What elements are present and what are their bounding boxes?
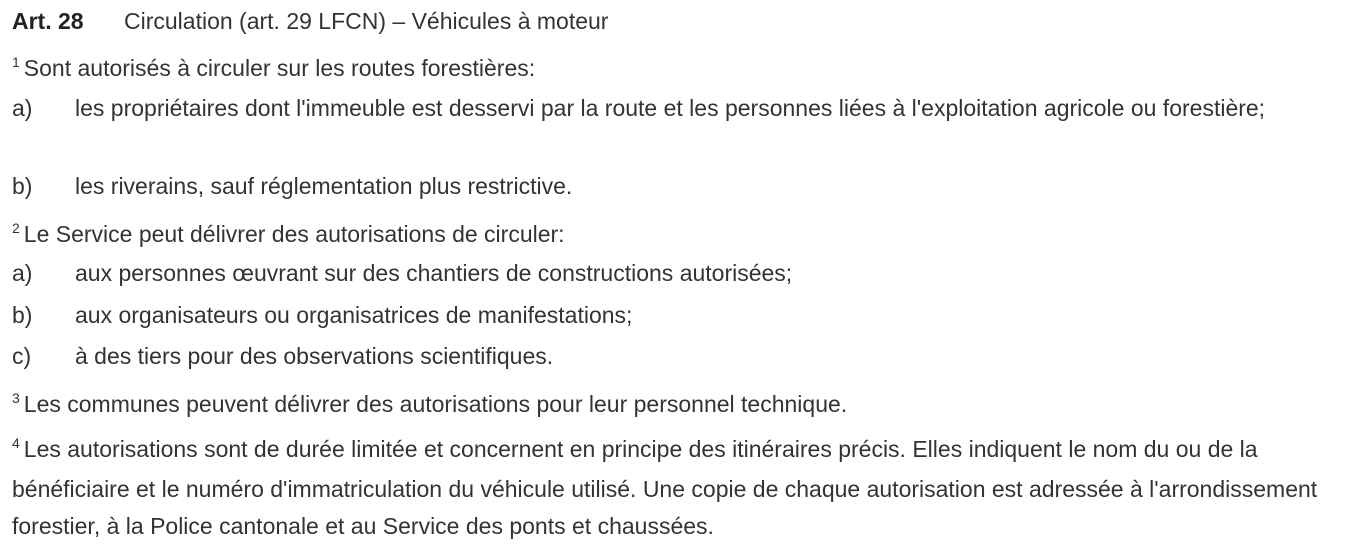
paragraph-text: Les communes peuvent délivrer des autorisations pour leur personnel technique. — [23, 391, 848, 417]
article-number: Art. 28 — [12, 8, 84, 34]
paragraph-3 — [12, 386, 1326, 426]
article-title: Circulation (art. 29 LFCN) – Véhicules à moteur — [124, 8, 609, 34]
paragraph-text: Le Service peut délivrer des autorisations de circuler: — [23, 221, 565, 247]
paragraph-number: 3 — [12, 390, 20, 406]
list-item — [12, 90, 1326, 164]
item-text: à des tiers pour des observations scientifiques. — [75, 343, 554, 369]
paragraph-2 — [12, 216, 1326, 256]
item-text: aux organisateurs ou organisatrices de manifestations; — [75, 302, 633, 328]
paragraph-4 — [12, 431, 1326, 545]
item-letter: b) — [12, 302, 33, 328]
article-header — [12, 6, 608, 36]
paragraph-number: 2 — [12, 220, 20, 236]
item-letter: a) — [12, 95, 33, 121]
item-letter: c) — [12, 343, 32, 369]
paragraph-number: 4 — [12, 435, 20, 451]
item-text: les propriétaires dont l'immeuble est desservi par la route et les personnes liées à l'exploitation agricole ou forestière; — [75, 95, 1266, 121]
item-text: les riverains, sauf réglementation plus restrictive. — [75, 173, 573, 199]
item-letter: a) — [12, 260, 33, 286]
paragraph-text: Sont autorisés à circuler sur les routes forestières: — [23, 55, 536, 81]
paragraph-number: 1 — [12, 54, 20, 70]
item-letter: b) — [12, 173, 33, 199]
paragraph-1 — [12, 50, 1326, 90]
item-text: aux personnes œuvrant sur des chantiers de constructions autorisées; — [75, 260, 793, 286]
paragraph-text: Les autorisations sont de durée limitée et concernent en principe des itinéraires précis. Elles indiquent le nom du ou de la bénéficiaire et le numéro d'immatriculation du véhicule utilisé. Une copie de chaque autorisation est adressée à l'arrondissement forestier, à la Police cantonale et au Service des ponts et chaussées. — [12, 436, 1318, 539]
